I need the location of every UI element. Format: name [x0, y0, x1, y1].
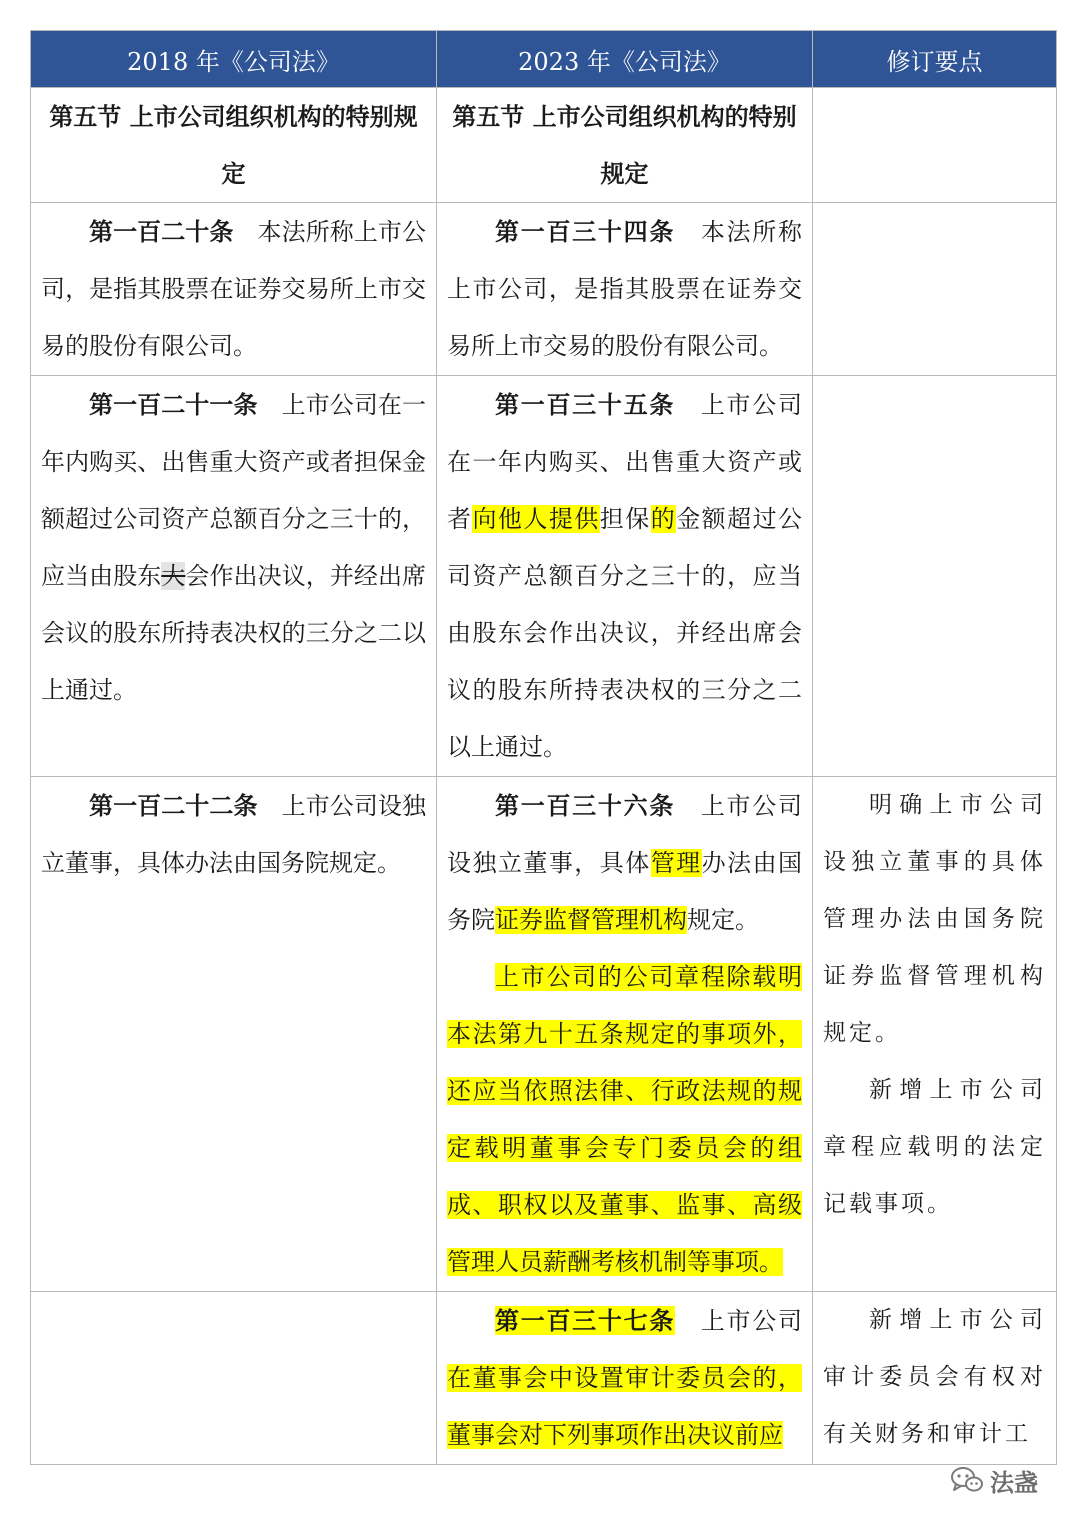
comparison-document: [30, 30, 1057, 1465]
section-title-old: 第五节 上市公司组织机构的特别规定: [49, 102, 418, 188]
article-new-136-para-2: [447, 949, 802, 1291]
article-text: 本法所称上市公司，是指其股票在证券交易所上市交易的股份有限公司。: [41, 218, 427, 360]
added-text: 管理: [650, 849, 702, 877]
article-new-136: 第一百三十六条 上市公司设独立董事，具体管理办法由国务院证券监督管理机构规定。: [447, 791, 803, 934]
table-row: [31, 203, 1057, 376]
section-note: [813, 88, 1057, 203]
added-text: 向他人提供: [472, 505, 600, 533]
header-2023-law: 2023 年《公司法》: [437, 31, 813, 88]
article-text: 上市公司设独立董事，具体办法由国务院规定。: [41, 792, 427, 877]
revision-note: 新增上市公司章程应载明的法定记载事项。: [823, 1077, 1046, 1217]
article-text: 本法所称上市公司，是指其股票在证券交易所上市交易的股份有限公司。: [447, 218, 803, 360]
header-revision-points: 修订要点: [813, 31, 1057, 88]
revision-note-empty: [813, 203, 1057, 376]
table-row: [31, 376, 1057, 777]
added-text: 的: [650, 505, 677, 533]
added-text: 上市公司的公司章程除载明本法第九十五条规定的事项外，还应当依照法律、行政法规的规定载明董事会专门委员会的组成、职权以及董事、监事、高级管理人员薪酬考核机制等事项。: [447, 963, 802, 1276]
article-new-137: 第一百三十七条 上市公司在董事会中设置审计委员会的，董事会对下列事项作出决议前应: [447, 1306, 803, 1449]
account-watermark: [950, 1462, 1050, 1498]
table-row: [31, 1292, 1057, 1465]
article-number: 第一百二十一条: [89, 390, 258, 419]
article-number: 第一百二十二条: [89, 791, 258, 820]
revision-note: 新增上市公司审计委员会有权对有关财务和审计工: [823, 1307, 1046, 1447]
added-text: 证券监督管理机构: [495, 906, 687, 934]
article-new-134: [447, 203, 802, 375]
article-number: 第一百三十五条: [495, 390, 676, 419]
table-header-row: [31, 31, 1057, 88]
section-title-row: [31, 88, 1057, 203]
article-number: 第一百三十七条: [495, 1306, 676, 1335]
added-text: 在董事会中设置审计委员会的，董事会对下列事项作出决议前应: [447, 1364, 802, 1449]
article-number: 第一百三十六条: [495, 791, 676, 820]
article-old-empty: [31, 1292, 437, 1465]
header-2018-law: 2018 年《公司法》: [31, 31, 437, 88]
law-comparison-table: [30, 30, 1057, 1465]
article-number: 第一百三十四条: [495, 217, 676, 246]
wechat-icon: [950, 1465, 984, 1495]
section-title-new: 第五节 上市公司组织机构的特别规定: [452, 102, 797, 188]
table-row: [31, 777, 1057, 1292]
article-old-121: 第一百二十一条 上市公司在一年内购买、出售重大资产或者担保金额超过公司资产总额百分之三十的，应当由股东大会作出决议，并经出席会议的股东所持表决权的三分之二以上通过。: [41, 390, 427, 704]
article-old-122: [41, 777, 426, 892]
article-new-135: 第一百三十五条 上市公司在一年内购买、出售重大资产或者向他人提供担保的金额超过公司资产总额百分之三十的，应当由股东会作出决议，并经出席会议的股东所持表决权的三分之二以上通过。: [447, 390, 803, 761]
article-number: 第一百二十条: [89, 217, 234, 246]
deleted-text: 大: [161, 562, 186, 590]
watermark-text: 法盏: [990, 1468, 1038, 1497]
revision-note-empty: [813, 376, 1057, 777]
article-old-120: [41, 203, 426, 375]
revision-note: 明确上市公司设独立董事的具体管理办法由国务院证券监督管理机构规定。: [823, 792, 1046, 1046]
